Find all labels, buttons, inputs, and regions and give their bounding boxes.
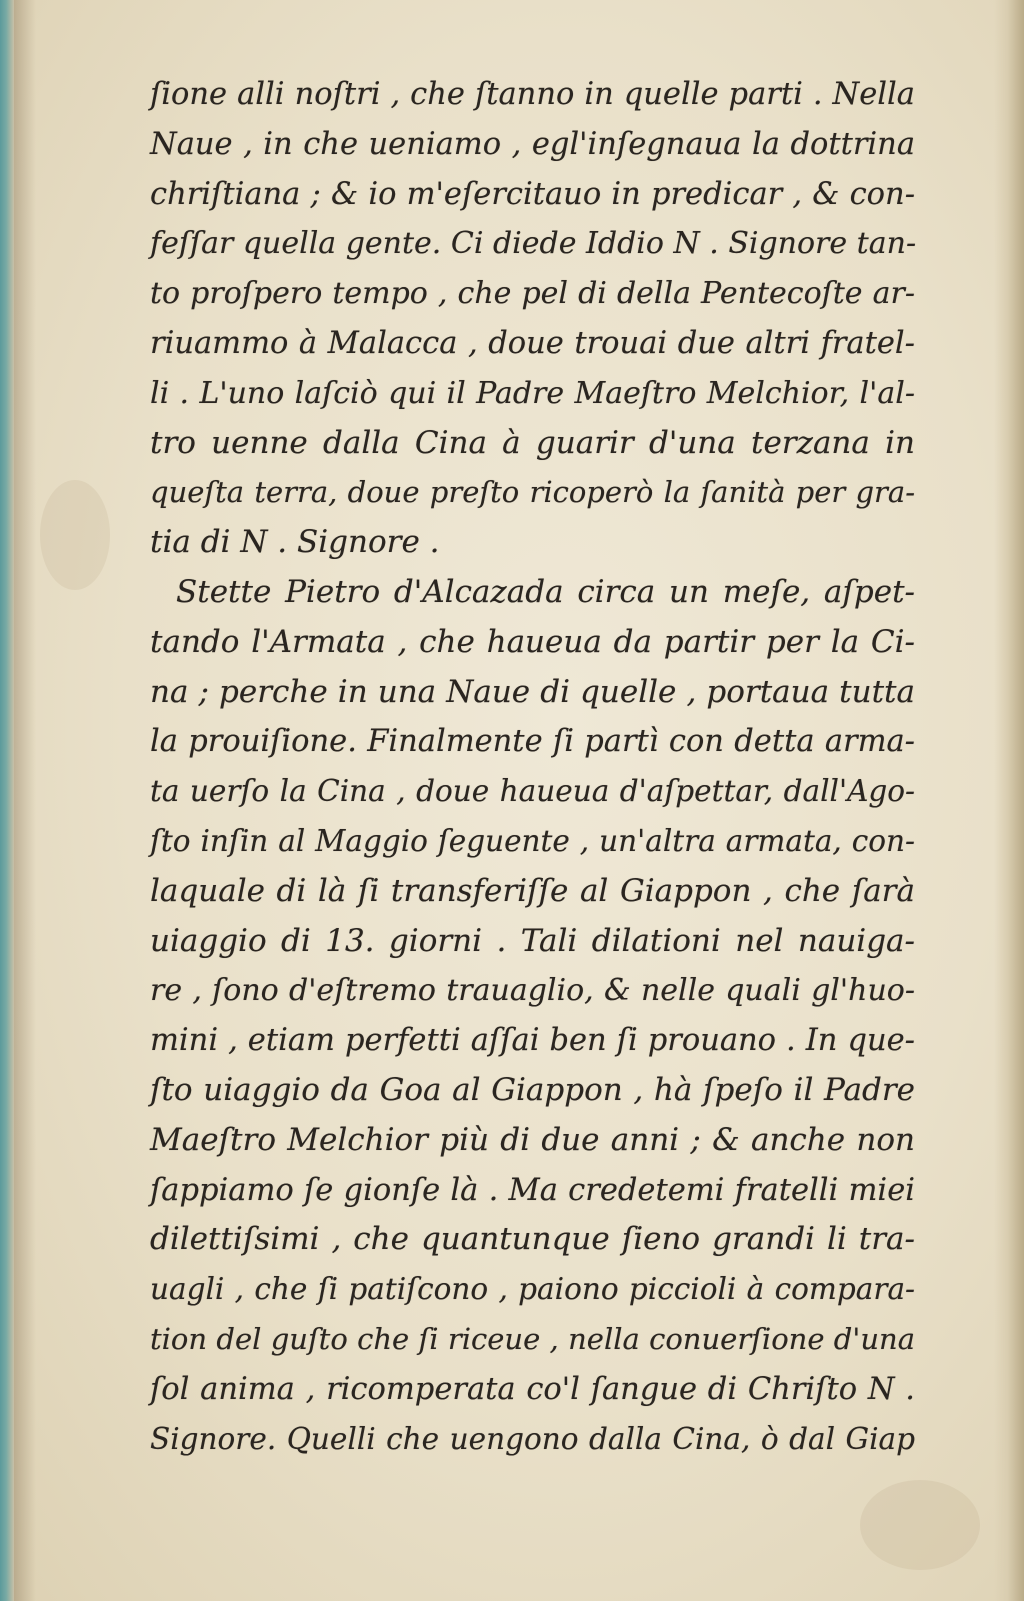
text-line: feſſar quella gente. Ci diede Iddio N . Signore tan- [150,226,917,262]
text-line: na ; perche in una Naue di quelle , portaua tutta [150,673,915,710]
text-line: Maeſtro Melchior più di due anni ; & anche non [150,1121,915,1158]
text-line: to proſpero tempo , che pel di della Pentecoſte ar- [150,276,915,312]
text-line: tia di N . Signore . [150,524,440,561]
text-line: tion del guſto che ſi riceue , nella conuerſione d'una [150,1321,915,1356]
paragraph-start-line: Stette Pietro d'Alcazada circa un meſe, aſpet- [176,573,915,610]
text-line: ſol anima , ricomperata co'l ſangue di Chriſto N . [150,1371,915,1407]
text-line: chriſtiana ; & io m'eſercitauo in predicar , & con- [150,176,915,212]
text-line: ta uerſo la Cina , doue haueua d'aſpettar, dall'Ago- [150,774,915,809]
text-line: laquale di là ſi transferiſſe al Giappon , che ſarà [150,872,915,909]
text-line: mini , etiam perfetti aſſai ben ſi prouano . In que- [150,1023,915,1059]
text-line: dilettiſsimi , che quantunque ſieno grandi li tra- [150,1221,915,1258]
text-line: queſta terra, doue preſto ricoperò la ſanità per gra- [150,475,915,510]
text-line: riuammo à Malacca , doue trouai due altri fratel- [150,325,915,361]
gutter-shadow [14,0,36,1601]
text-line: ſto inſin al Maggio ſeguente , un'altra armata, con- [150,823,915,858]
text-line: uagli , che ſi patiſcono , paiono piccioli à compara- [150,1272,915,1307]
text-line: Naue , in che ueniamo , egl'inſegnaua la dottrina [150,126,915,162]
text-line: ſto uiaggio da Goa al Giappon , hà ſpeſo il Padre [150,1071,915,1108]
page-left-edge [0,0,14,1601]
text-line: Signore. Quelli che uengono dalla Cina, ò dal Giap [150,1421,915,1456]
text-line: la prouiſione. Finalmente ſi partì con detta arma- [150,724,915,760]
text-line: tro uenne dalla Cina à guarir d'una terzana in [150,424,915,461]
body-text [150,70,915,1464]
text-line: ſione alli noſtri , che ſtanno in quelle parti . Nella [150,77,915,112]
text-line: re , ſono d'eſtremo trauaglio, & nelle quali gl'huo- [150,973,915,1009]
paper-stain [40,480,110,590]
text-line: li . L'uno laſciò qui il Padre Maeſtro Melchior, l'al- [150,375,915,411]
paper-stain [860,1480,980,1570]
text-line: uiaggio di 13. giorni . Tali dilationi nel nauiga- [150,922,915,959]
page-right-edge [994,0,1024,1601]
text-line: tando l'Armata , che haueua da partir per la Ci- [150,623,915,660]
text-line: ſappiamo ſe gionſe là . Ma credetemi fratelli miei [150,1172,915,1208]
